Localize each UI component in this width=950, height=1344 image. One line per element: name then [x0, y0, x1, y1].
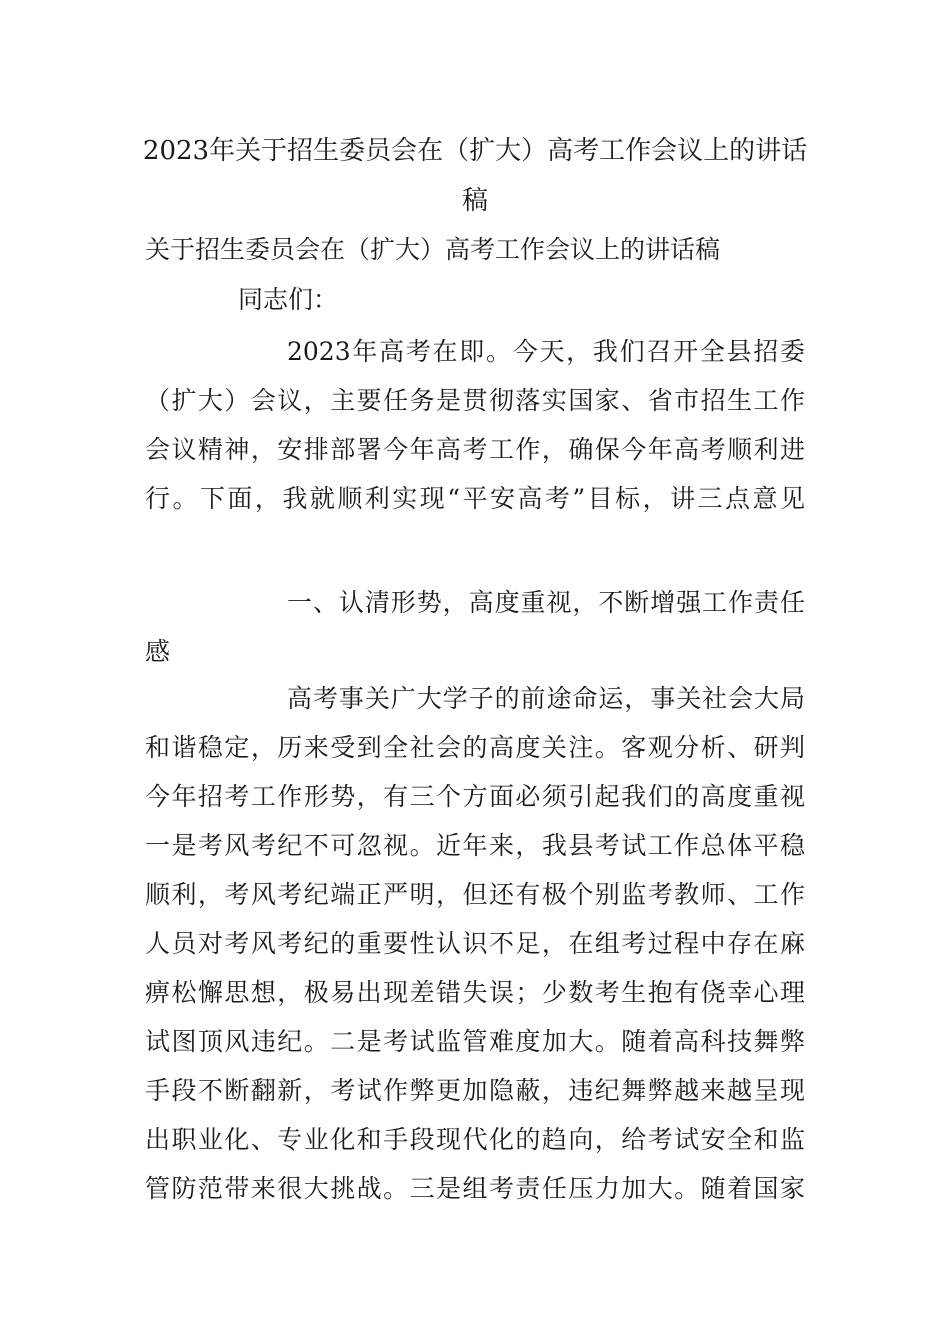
paragraph-line: 高考事关广大学子的前途命运，事关社会大局 — [287, 684, 805, 713]
paragraph-line: 人员对考风考纪的重要性认识不足，在组考过程中存在麻 — [145, 929, 805, 958]
paragraph-line: 和谐稳定，历来受到全社会的高度关注。客观分析、研判 — [145, 733, 805, 762]
document-title — [140, 126, 810, 226]
paragraph-line: 出职业化、专业化和手段现代化的趋向，给考试安全和监 — [145, 1125, 805, 1154]
paragraph-line: （扩大）会议，主要任务是贯彻落实国家、省市招生工作 — [145, 386, 805, 415]
title-line-2: 稿 — [461, 186, 488, 216]
intro-paragraph — [145, 327, 805, 523]
paragraph-line: 痹松懈思想，极易出现差错失误；少数考生抱有侥幸心理 — [145, 978, 805, 1007]
section-heading-1 — [145, 578, 805, 676]
paragraph-line: 顺利，考风考纪端正严明，但还有极个别监考教师、工作 — [145, 880, 805, 909]
title-line-1: 2023年关于招生委员会在（扩大）高考工作会议上的讲话 — [142, 136, 808, 166]
paragraph-line: 行。下面，我就顺利实现“平安高考”目标，讲三点意见 — [145, 484, 805, 513]
paragraph-line: 2023年高考在即。今天，我们召开全县招委 — [287, 337, 805, 366]
paragraph-line: 一是考风考纪不可忽视。近年来，我县考试工作总体平稳 — [145, 831, 805, 860]
paragraph-line: 手段不断翻新，考试作弊更加隐蔽，违纪舞弊越来越呈现 — [145, 1076, 805, 1105]
paragraph-line: 今年招考工作形势，有三个方面必须引起我们的高度重视 — [145, 782, 805, 811]
body-paragraph — [145, 674, 805, 1213]
salutation: 同志们： — [238, 285, 339, 314]
paragraph-line: 会议精神，安排部署今年高考工作，确保今年高考顺利进 — [145, 435, 805, 464]
paragraph-line: 管防范带来很大挑战。三是组考责任压力加大。随着国家 — [145, 1174, 805, 1203]
heading-line: 感 — [145, 637, 171, 666]
paragraph-line: 试图顶风违纪。二是考试监管难度加大。随着高科技舞弊 — [145, 1027, 805, 1056]
heading-line: 一、认清形势，高度重视，不断增强工作责任 — [287, 588, 805, 617]
document-subtitle: 关于招生委员会在（扩大）高考工作会议上的讲话稿 — [145, 235, 721, 264]
